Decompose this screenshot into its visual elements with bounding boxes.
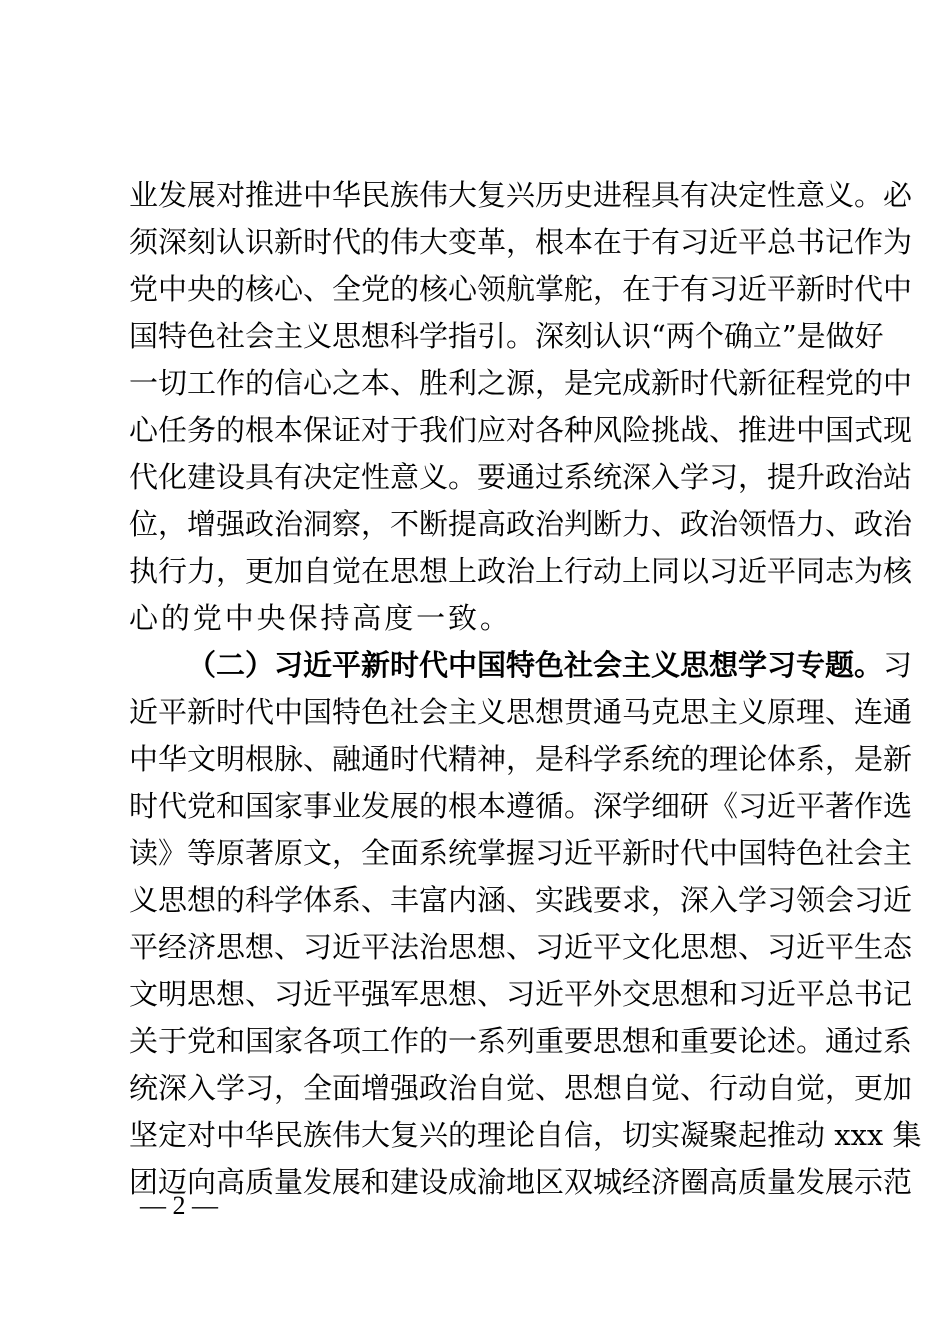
text-line: 平经济思想、习近平法治思想、习近平文化思想、习近平生态 <box>129 930 913 964</box>
text-line: 一切工作的信心之本、胜利之源，是完成新时代新征程党的中 <box>129 366 913 400</box>
text-line: 须深刻认识新时代的伟大变革，根本在于有习近平总书记作为 <box>129 225 913 259</box>
page-number: — 2 — <box>140 1191 218 1220</box>
section-heading: （二）习近平新时代中国特色社会主义思想学习专题。 <box>187 648 884 682</box>
text-line: 业发展对推进中华民族伟大复兴历史进程具有决定性意义。必 <box>129 178 913 212</box>
text-line: 党中央的核心、全党的核心领航掌舵，在于有习近平新时代中 <box>129 272 913 306</box>
text-line: 代化建设具有决定性意义。要通过系统深入学习，提升政治站 <box>129 460 913 494</box>
text-line: 读》等原著原文，全面系统掌握习近平新时代中国特色社会主 <box>129 836 913 870</box>
text-line: 团迈向高质量发展和建设成渝地区双城经济圈高质量发展示范 <box>129 1165 913 1199</box>
heading-line-rest: 习 <box>883 648 913 682</box>
text-line: 中华文明根脉、融通时代精神，是科学系统的理论体系，是新 <box>129 742 913 776</box>
text-line: 国特色社会主义思想科学指引。深刻认识“两个确立”是做好 <box>129 319 884 353</box>
text-line: 执行力，更加自觉在思想上政治上行动上同以习近平同志为核 <box>129 554 913 588</box>
heading-line <box>187 642 913 688</box>
text-line: 义思想的科学体系、丰富内涵、实践要求，深入学习领会习近 <box>129 883 913 917</box>
text-line: 近平新时代中国特色社会主义思想贯通马克思主义原理、连通 <box>129 695 913 729</box>
text-line: 坚定对中华民族伟大复兴的理论自信，切实凝聚起推动 xxx 集 <box>129 1118 922 1152</box>
text-line: 文明思想、习近平强军思想、习近平外交思想和习近平总书记 <box>129 977 913 1011</box>
text-line: 心的党中央保持高度一致。 <box>129 601 512 635</box>
text-line: 位，增强政治洞察，不断提高政治判断力、政治领悟力、政治 <box>129 507 913 541</box>
text-line: 时代党和国家事业发展的根本遵循。深学细研《习近平著作选 <box>129 789 913 823</box>
text-line: 关于党和国家各项工作的一系列重要思想和重要论述。通过系 <box>129 1024 913 1058</box>
text-line: 统深入学习，全面增强政治自觉、思想自觉、行动自觉，更加 <box>129 1071 913 1105</box>
text-line: 心任务的根本保证对于我们应对各种风险挑战、推进中国式现 <box>129 413 913 447</box>
